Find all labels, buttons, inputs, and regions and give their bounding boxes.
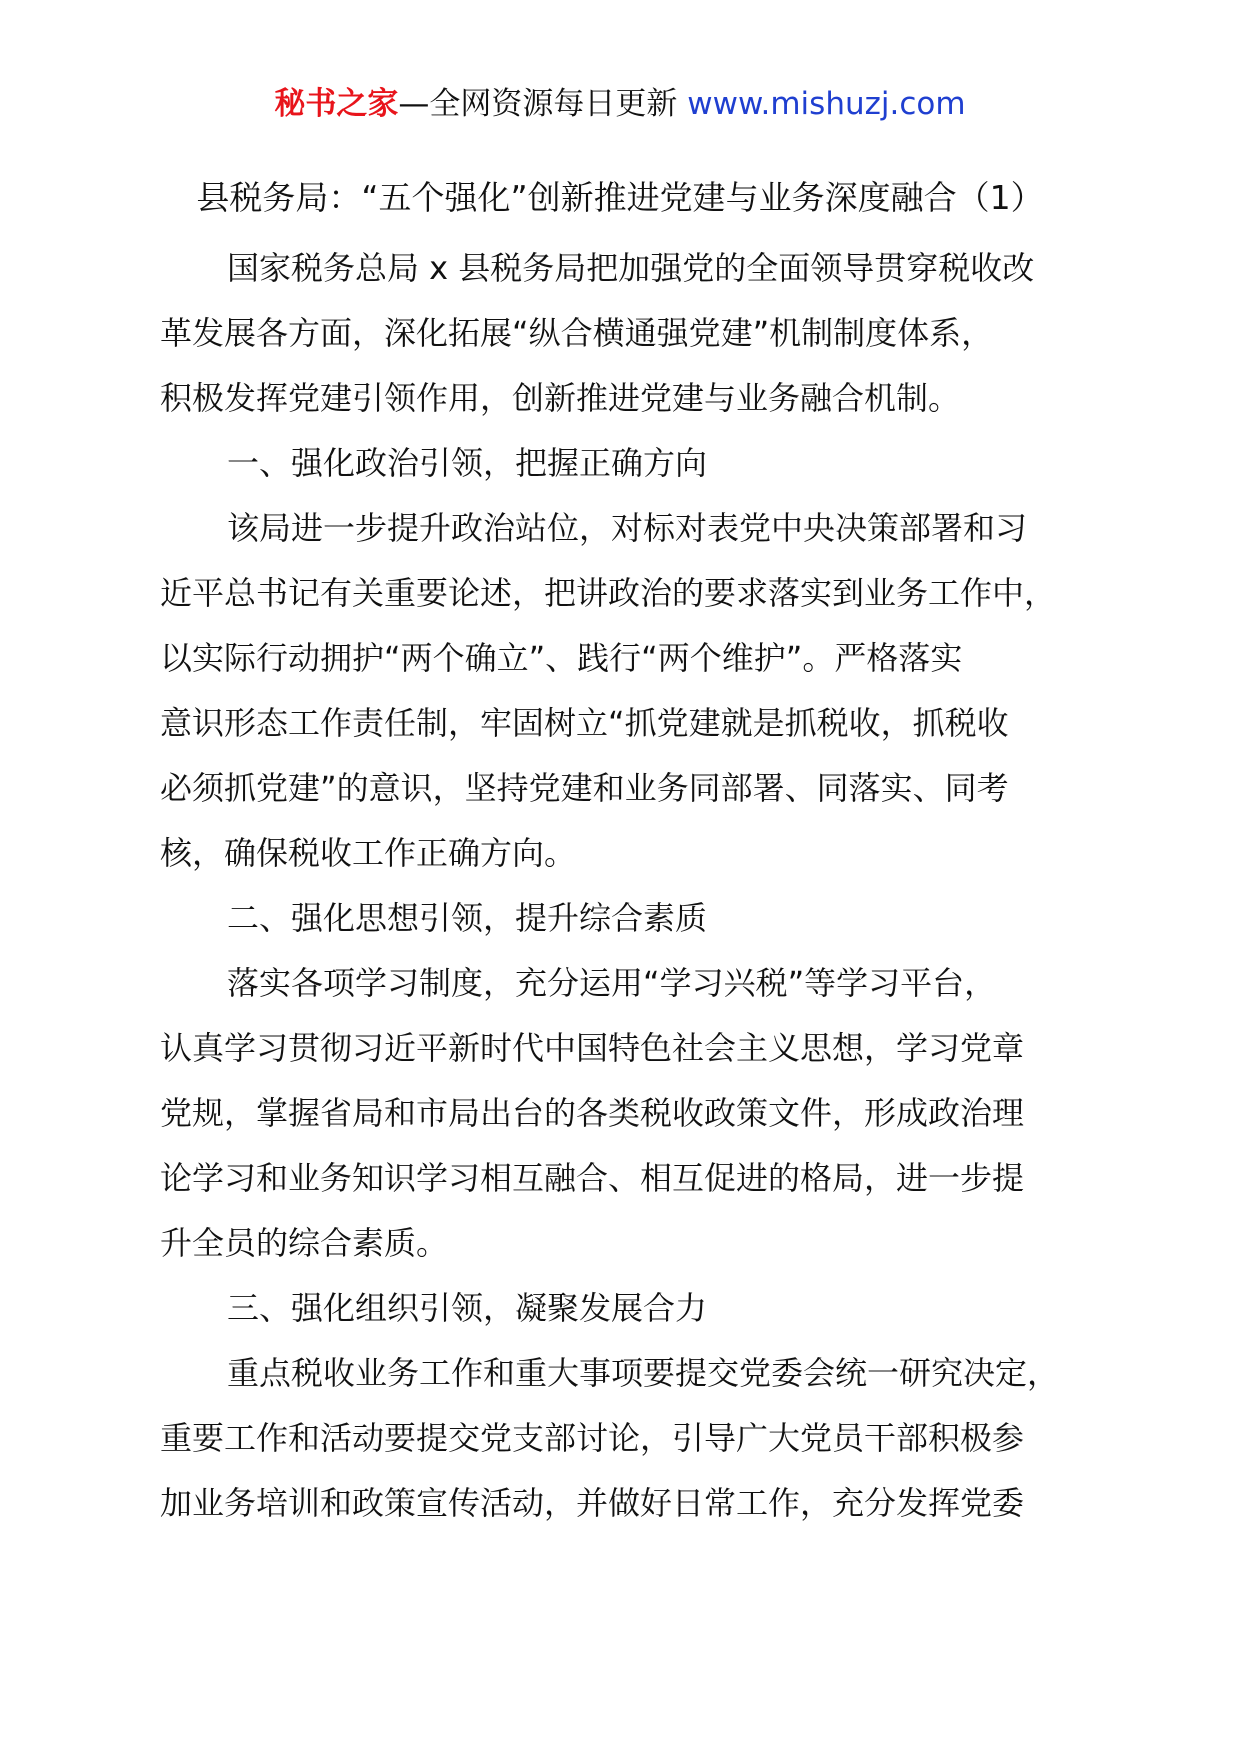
document-title: 县税务局：“五个强化”创新推进党建与业务深度融合（1）: [196, 178, 1044, 217]
paragraph-line: 意识形态工作责任制，牢固树立“抓党建就是抓税收，抓税收: [160, 704, 1009, 742]
paragraph-line: 落实各项学习制度，充分运用“学习兴税”等学习平台，: [227, 964, 997, 1002]
paragraph-line: 论学习和业务知识学习相互融合、相互促进的格局，进一步提: [160, 1159, 1025, 1197]
paragraph-line: 认真学习贯彻习近平新时代中国特色社会主义思想，学习党章: [160, 1029, 1025, 1067]
section-heading-1: 一、强化政治引领，把握正确方向: [227, 444, 708, 482]
site-url-link[interactable]: www.mishuzj.com: [687, 86, 966, 122]
document-body: [160, 246, 1100, 1546]
paragraph-line: 党规，掌握省局和市局出台的各类税收政策文件，形成政治理: [160, 1094, 1025, 1132]
paragraph-line: 国家税务总局 x 县税务局把加强党的全面领导贯穿税收改: [227, 249, 1035, 287]
paragraph-line: 重要工作和活动要提交党支部讨论，引导广大党员干部积极参: [160, 1419, 1025, 1457]
paragraph-line: 近平总书记有关重要论述，把讲政治的要求落实到业务工作中，: [160, 574, 1057, 612]
site-brand: 秘书之家: [274, 86, 399, 122]
section-heading-3: 三、强化组织引领，凝聚发展合力: [227, 1289, 708, 1327]
paragraph-line: 升全员的综合素质。: [160, 1224, 449, 1262]
site-tagline: —全网资源每日更新: [398, 86, 678, 122]
paragraph-line: 重点税收业务工作和重大事项要提交党委会统一研究决定，: [227, 1354, 1060, 1392]
site-header: [0, 84, 1240, 124]
paragraph-line: 积极发挥党建引领作用，创新推进党建与业务融合机制。: [160, 379, 961, 417]
paragraph-line: 必须抓党建”的意识，坚持党建和业务同部署、同落实、同考: [160, 769, 1009, 807]
section-heading-2: 二、强化思想引领，提升综合素质: [227, 899, 708, 937]
paragraph-line: 核，确保税收工作正确方向。: [160, 834, 577, 872]
paragraph-line: 加业务培训和政策宣传活动，并做好日常工作，充分发挥党委: [160, 1484, 1025, 1522]
paragraph-line: 该局进一步提升政治站位，对标对表党中央决策部署和习: [227, 509, 1028, 547]
paragraph-line: 以实际行动拥护“两个确立”、践行“两个维护”。严格落实: [160, 639, 963, 677]
paragraph-line: 革发展各方面，深化拓展“纵合横通强党建”机制制度体系，: [160, 314, 994, 352]
